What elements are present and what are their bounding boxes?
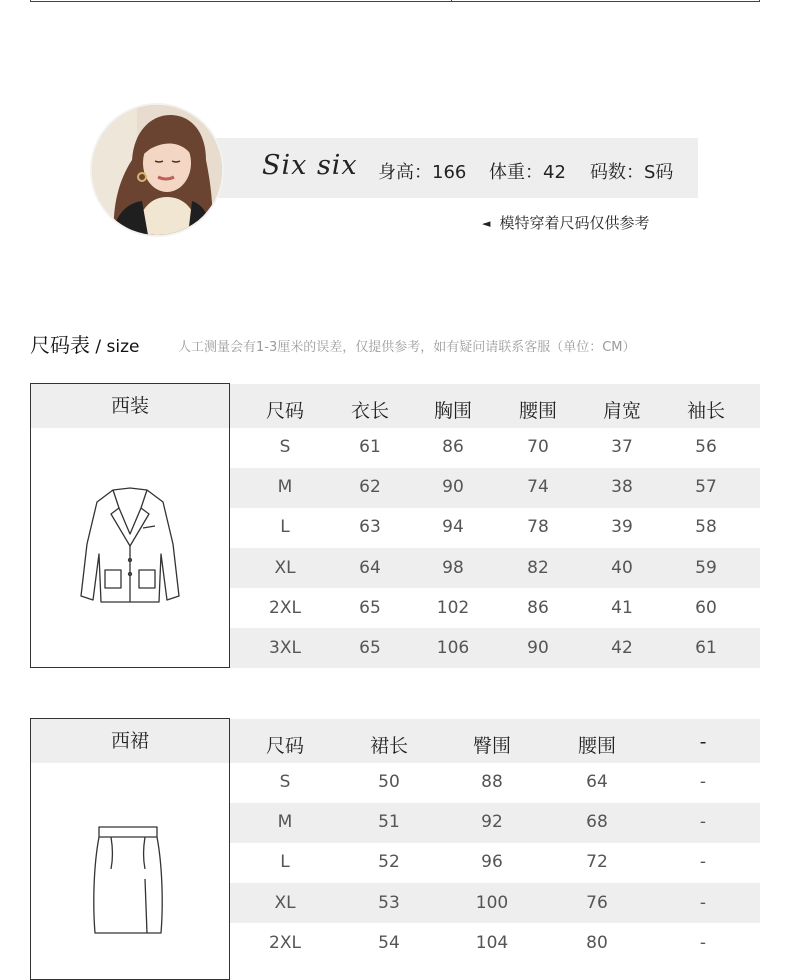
size-chart-title (30, 329, 140, 358)
suit-table-cell: 38 (611, 477, 633, 498)
suit-table-cell: 37 (611, 437, 633, 457)
model-avatar (90, 103, 224, 237)
suit-table-cell: 39 (611, 517, 633, 538)
skirt-illustration (89, 819, 169, 939)
model-size: 码数：S码 (590, 162, 674, 183)
suit-garment-box (30, 383, 230, 668)
skirt-garment-box (30, 718, 230, 980)
suit-header-cell: 腰围 (518, 400, 558, 422)
skirt-title: 西裙 (31, 719, 229, 763)
suit-table-cell: L (280, 517, 290, 538)
skirt-header-cell: 裙长 (369, 735, 409, 757)
suit-table-cell: 86 (527, 597, 549, 618)
suit-table-cell: 78 (527, 517, 549, 538)
model-name: Six six (262, 150, 358, 181)
suit-table-cell: 64 (359, 557, 381, 578)
skirt-table-cell: - (699, 812, 707, 833)
suit-table-cell: 59 (695, 557, 717, 578)
suit-table-cell: 65 (359, 638, 381, 658)
skirt-header-cell: 臀围 (472, 735, 512, 757)
skirt-table-cell: XL (274, 892, 296, 913)
size-chart-title-en: / size (90, 337, 140, 357)
suit-table-cell: 70 (527, 437, 549, 457)
suit-title: 西装 (31, 384, 229, 428)
suit-table-cell: 61 (695, 638, 717, 658)
suit-header-cell: 胸围 (433, 400, 473, 422)
suit-table-cell: 74 (527, 477, 549, 498)
skirt-table-cell: 100 (475, 892, 509, 913)
skirt-header-cell: 腰围 (577, 735, 617, 757)
suit-table-cell: 60 (695, 597, 717, 618)
previous-table-bottom (30, 0, 760, 2)
skirt-table-cell: 52 (378, 852, 400, 873)
suit-table-cell: M (277, 477, 293, 498)
suit-table-cell: 58 (695, 517, 717, 538)
suit-table-cell: S (279, 437, 291, 457)
skirt-table-cell: - (699, 772, 707, 792)
skirt-table-cell: - (699, 892, 707, 913)
skirt-table-cell: - (699, 932, 707, 953)
skirt-table-cell: S (279, 772, 291, 792)
skirt-table-cell: 76 (586, 892, 608, 913)
skirt-table-cell: 92 (481, 812, 503, 833)
suit-table-cell: 3XL (269, 638, 301, 658)
suit-table-cell: 41 (611, 597, 633, 618)
suit-header-cell: 衣长 (350, 400, 390, 422)
suit-table-cell: 61 (359, 437, 381, 457)
skirt-table-cell: 51 (378, 812, 400, 833)
skirt-header-cell: 尺码 (265, 735, 305, 757)
suit-table-cell: 86 (442, 437, 464, 457)
suit-table-cell: 90 (527, 638, 549, 658)
suit-row-stripe (230, 548, 760, 588)
skirt-table-cell: 80 (586, 932, 608, 953)
model-height: 身高：166 (378, 162, 467, 183)
skirt-table-cell: - (699, 852, 707, 873)
suit-table-cell: 40 (611, 557, 633, 578)
left-triangle-icon: ◄ (482, 217, 491, 230)
suit-table-cell: 102 (436, 597, 470, 618)
suit-table-cell: 2XL (269, 597, 301, 618)
skirt-table-cell: L (280, 852, 290, 873)
skirt-table-cell: 53 (378, 892, 400, 913)
suit-header-row (230, 384, 760, 428)
model-note-text: 模特穿着尺码仅供参考 (499, 214, 650, 232)
skirt-table-cell: 50 (378, 772, 400, 792)
size-chart-title-zh: 尺码表 (30, 333, 90, 357)
suit-table-cell: XL (274, 557, 296, 578)
suit-table-cell: 90 (442, 477, 464, 498)
suit-row-stripe (230, 628, 760, 668)
suit-header-cell: 尺码 (265, 400, 305, 422)
suit-header-cell: 肩宽 (602, 400, 642, 422)
suit-table-cell: 56 (695, 437, 717, 457)
suit-table-cell: 63 (359, 517, 381, 538)
suit-table-cell: 65 (359, 597, 381, 618)
suit-table-cell: 57 (695, 477, 717, 498)
skirt-table-cell: 2XL (269, 932, 301, 953)
blazer-illustration (75, 484, 185, 609)
skirt-table-cell: 68 (586, 812, 608, 833)
suit-row-stripe (230, 468, 760, 508)
skirt-table-cell: 54 (378, 932, 400, 953)
model-size-note (482, 212, 649, 233)
skirt-header-cell: - (699, 731, 707, 753)
skirt-table-cell: M (277, 812, 293, 833)
suit-header-cell: 袖长 (686, 400, 726, 422)
suit-table-cell: 62 (359, 477, 381, 498)
skirt-table-cell: 104 (475, 932, 509, 953)
skirt-table-cell: 88 (481, 772, 503, 792)
suit-table-cell: 94 (442, 517, 464, 538)
size-chart-note: 人工测量会有1-3厘米的误差，仅提供参考，如有疑问请联系客服（单位：CM） (178, 340, 636, 355)
skirt-table-cell: 64 (586, 772, 608, 792)
suit-table-cell: 98 (442, 557, 464, 578)
suit-table-cell: 82 (527, 557, 549, 578)
skirt-table-cell: 96 (481, 852, 503, 873)
skirt-table-cell: 72 (586, 852, 608, 873)
suit-table-cell: 106 (436, 638, 470, 658)
suit-table-cell: 42 (611, 638, 633, 658)
model-weight: 体重：42 (489, 162, 566, 183)
